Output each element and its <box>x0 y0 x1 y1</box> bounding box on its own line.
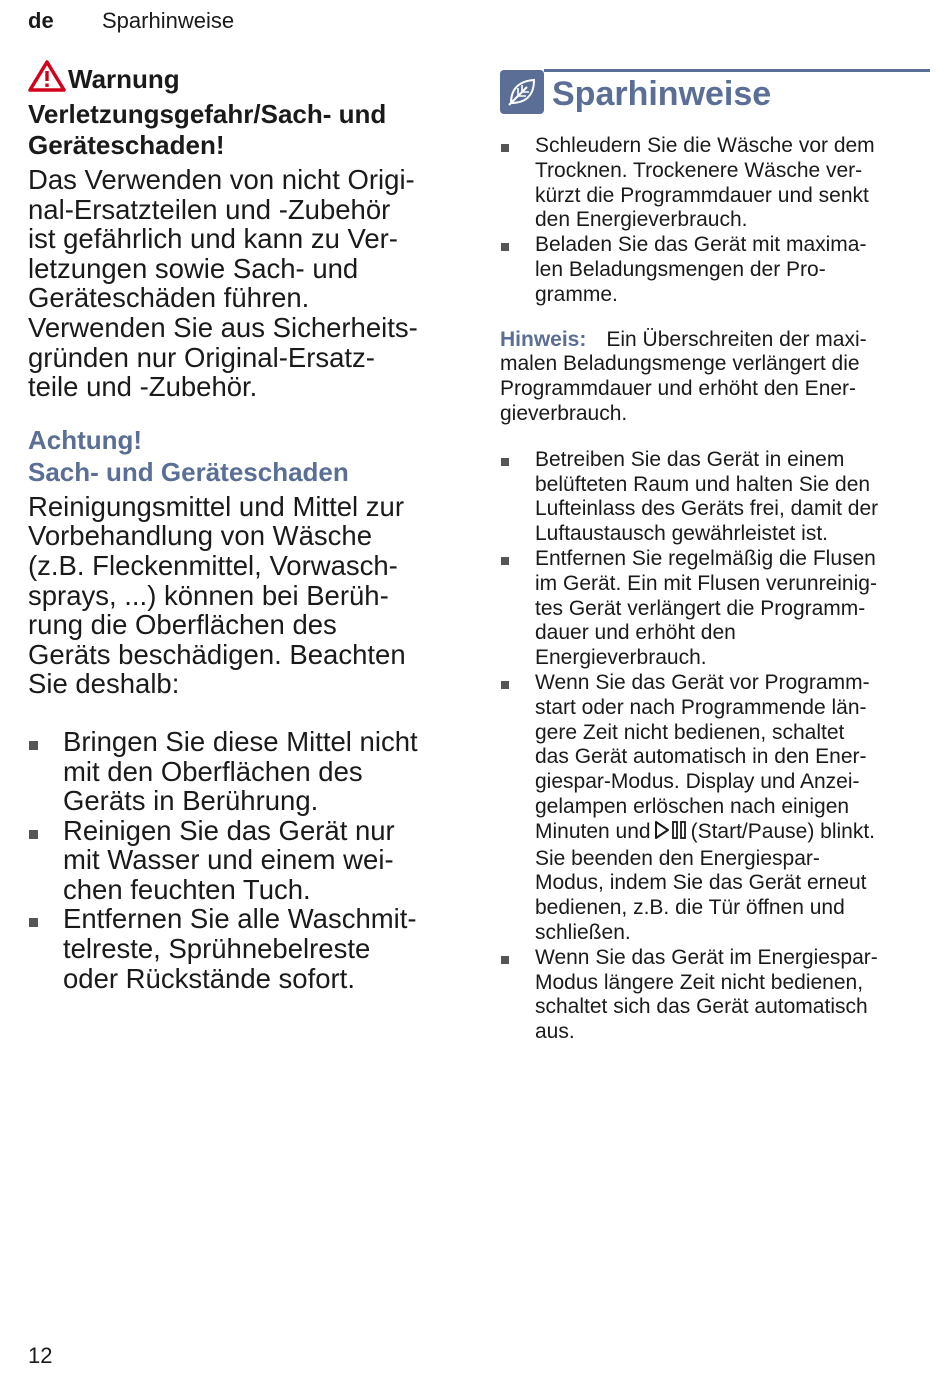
text-line: sprays, ...) können bei Berüh- <box>28 579 389 611</box>
list-item <box>28 904 468 993</box>
section-title-row <box>500 66 930 122</box>
text-line: telreste, Sprühnebelreste <box>63 933 371 965</box>
text-line: Geräts in Berührung. <box>63 785 319 817</box>
section-title: Sparhinweise <box>552 75 772 113</box>
header-section-title: Sparhinweise <box>102 8 235 33</box>
text-line: gere Zeit nicht bedienen, schaltet <box>535 720 845 744</box>
text-line: Bringen Sie diese Mittel nicht <box>63 725 418 757</box>
text-line: belüfteten Raum und halten Sie den <box>535 472 871 496</box>
text-line: Vorbehandlung von Wäsche <box>28 520 372 552</box>
text-line: schließen. <box>535 920 631 944</box>
text-line: nal-Ersatzteilen und -Zubehör <box>28 193 391 225</box>
text-line: oder Rückstände sofort. <box>63 962 355 994</box>
text-line: Entfernen Sie regelmäßig die Flusen <box>535 546 876 570</box>
list-item <box>28 727 468 816</box>
text-line: den Energieverbrauch. <box>535 208 748 232</box>
language-code: de <box>28 8 54 33</box>
warning-triangle-icon <box>28 60 66 99</box>
note-first-line <box>500 328 930 353</box>
text-line: Programmdauer und erhöht den Ener- <box>500 377 857 401</box>
list-item <box>500 946 930 1045</box>
text-line: Entfernen Sie alle Waschmit- <box>63 903 417 935</box>
text-line: schaltet sich das Gerät automatisch <box>535 995 868 1019</box>
text-line: Trocknen. Trockenere Wäsche ver- <box>535 158 863 182</box>
list-item <box>500 671 930 946</box>
text-span: (Start/Pause) blinkt. <box>690 819 875 843</box>
warning-heading <box>28 60 468 161</box>
note-block <box>500 328 930 427</box>
text-line: chen feuchten Tuch. <box>63 873 311 905</box>
text-line: giespar-Modus. Display und Anzei- <box>535 770 860 794</box>
text-line: Lufteinlass des Geräts frei, damit der <box>535 497 879 521</box>
text-line: gründen nur Original-Ersatz- <box>28 341 375 373</box>
text-line: im Gerät. Ein mit Flusen verunreinig- <box>535 571 877 595</box>
warning-body <box>28 165 468 402</box>
text-line: Luftaustausch gewährleistet ist. <box>535 522 828 546</box>
title-rule <box>544 69 930 72</box>
page-header <box>28 8 235 34</box>
list-item <box>500 547 930 671</box>
caution-heading <box>28 424 468 488</box>
text-line: teile und -Zubehör. <box>28 371 258 403</box>
list-item <box>500 134 930 233</box>
text-line: tes Gerät verlängert die Programm- <box>535 596 866 620</box>
text-line: (z.B. Fleckenmittel, Vorwasch- <box>28 549 398 581</box>
right-column <box>500 66 930 1045</box>
warning-subtitle-line: Geräteschaden! <box>28 130 225 160</box>
page-number: 12 <box>28 1343 53 1368</box>
caution-list <box>28 727 468 993</box>
note-label: Hinweis: <box>500 327 587 351</box>
text-line: Sie beenden den Energiespar- <box>535 846 820 870</box>
text-line: ist gefährlich und kann zu Ver- <box>28 223 398 255</box>
text-line: Geräteschäden führen. <box>28 282 310 314</box>
text-line: Betreiben Sie das Gerät in einem <box>535 447 845 471</box>
text-line: Modus längere Zeit nicht bedienen, <box>535 970 864 994</box>
text-span: Minuten und <box>535 819 651 843</box>
tips-list <box>500 448 930 1045</box>
list-item <box>500 448 930 547</box>
text-line: aus. <box>535 1020 575 1044</box>
text-line: das Gerät automatisch in den Ener- <box>535 745 867 769</box>
text-line: gelampen erlöschen nach einigen <box>535 794 850 818</box>
text-line: Energieverbrauch. <box>535 646 707 670</box>
list-item <box>28 816 468 905</box>
text-line: len Beladungsmengen der Pro- <box>535 257 826 281</box>
text-line: Sie deshalb: <box>28 668 180 700</box>
text-line: Ein Überschreiten der maxi- <box>606 327 867 351</box>
leaf-icon <box>500 70 544 114</box>
text-line: Das Verwenden von nicht Origi- <box>28 164 415 195</box>
text-line: Geräts beschädigen. Beachten <box>28 638 406 670</box>
caution-subtitle: Sach- und Geräteschaden <box>28 456 349 487</box>
list-item <box>500 233 930 307</box>
text-line: Reinigungsmittel und Mittel zur <box>28 490 405 522</box>
text-line: kürzt die Programmdauer und senkt <box>535 183 869 207</box>
text-line: mit Wasser und einem wei- <box>63 844 394 876</box>
text-line: Schleudern Sie die Wäsche vor dem <box>535 134 875 157</box>
text-line: rung die Oberflächen des <box>28 609 337 641</box>
warning-block <box>28 60 468 402</box>
caution-title: Achtung! <box>28 424 143 455</box>
text-line: mit den Oberflächen des <box>63 755 363 787</box>
tips-list <box>500 134 930 308</box>
left-column <box>28 60 468 993</box>
text-line: Reinigen Sie das Gerät nur <box>63 814 395 846</box>
text-line: start oder nach Programmende län- <box>535 695 867 719</box>
text-line: gieverbrauch. <box>500 401 628 425</box>
text-line <box>535 820 930 847</box>
text-line: bedienen, z.B. die Tür öffnen und <box>535 896 845 920</box>
caution-body <box>28 492 468 699</box>
text-line: gramme. <box>535 282 618 306</box>
text-line: Verwenden Sie aus Sicherheits- <box>28 311 418 343</box>
text-line: Wenn Sie das Gerät im Energiespar- <box>535 945 878 969</box>
warning-title: Warnung <box>68 64 180 94</box>
text-line: malen Beladungsmenge verlängert die <box>500 352 860 376</box>
warning-subtitle-line: Verletzungsgefahr/Sach- und <box>28 99 387 129</box>
text-line: Beladen Sie das Gerät mit maxima- <box>535 233 867 257</box>
text-line: letzungen sowie Sach- und <box>28 252 359 284</box>
start-pause-icon <box>653 820 689 847</box>
text-line: dauer und erhöht den <box>535 621 736 645</box>
text-line: Wenn Sie das Gerät vor Programm- <box>535 670 870 694</box>
text-line: Modus, indem Sie das Gerät erneut <box>535 871 867 895</box>
caution-block <box>28 424 468 994</box>
